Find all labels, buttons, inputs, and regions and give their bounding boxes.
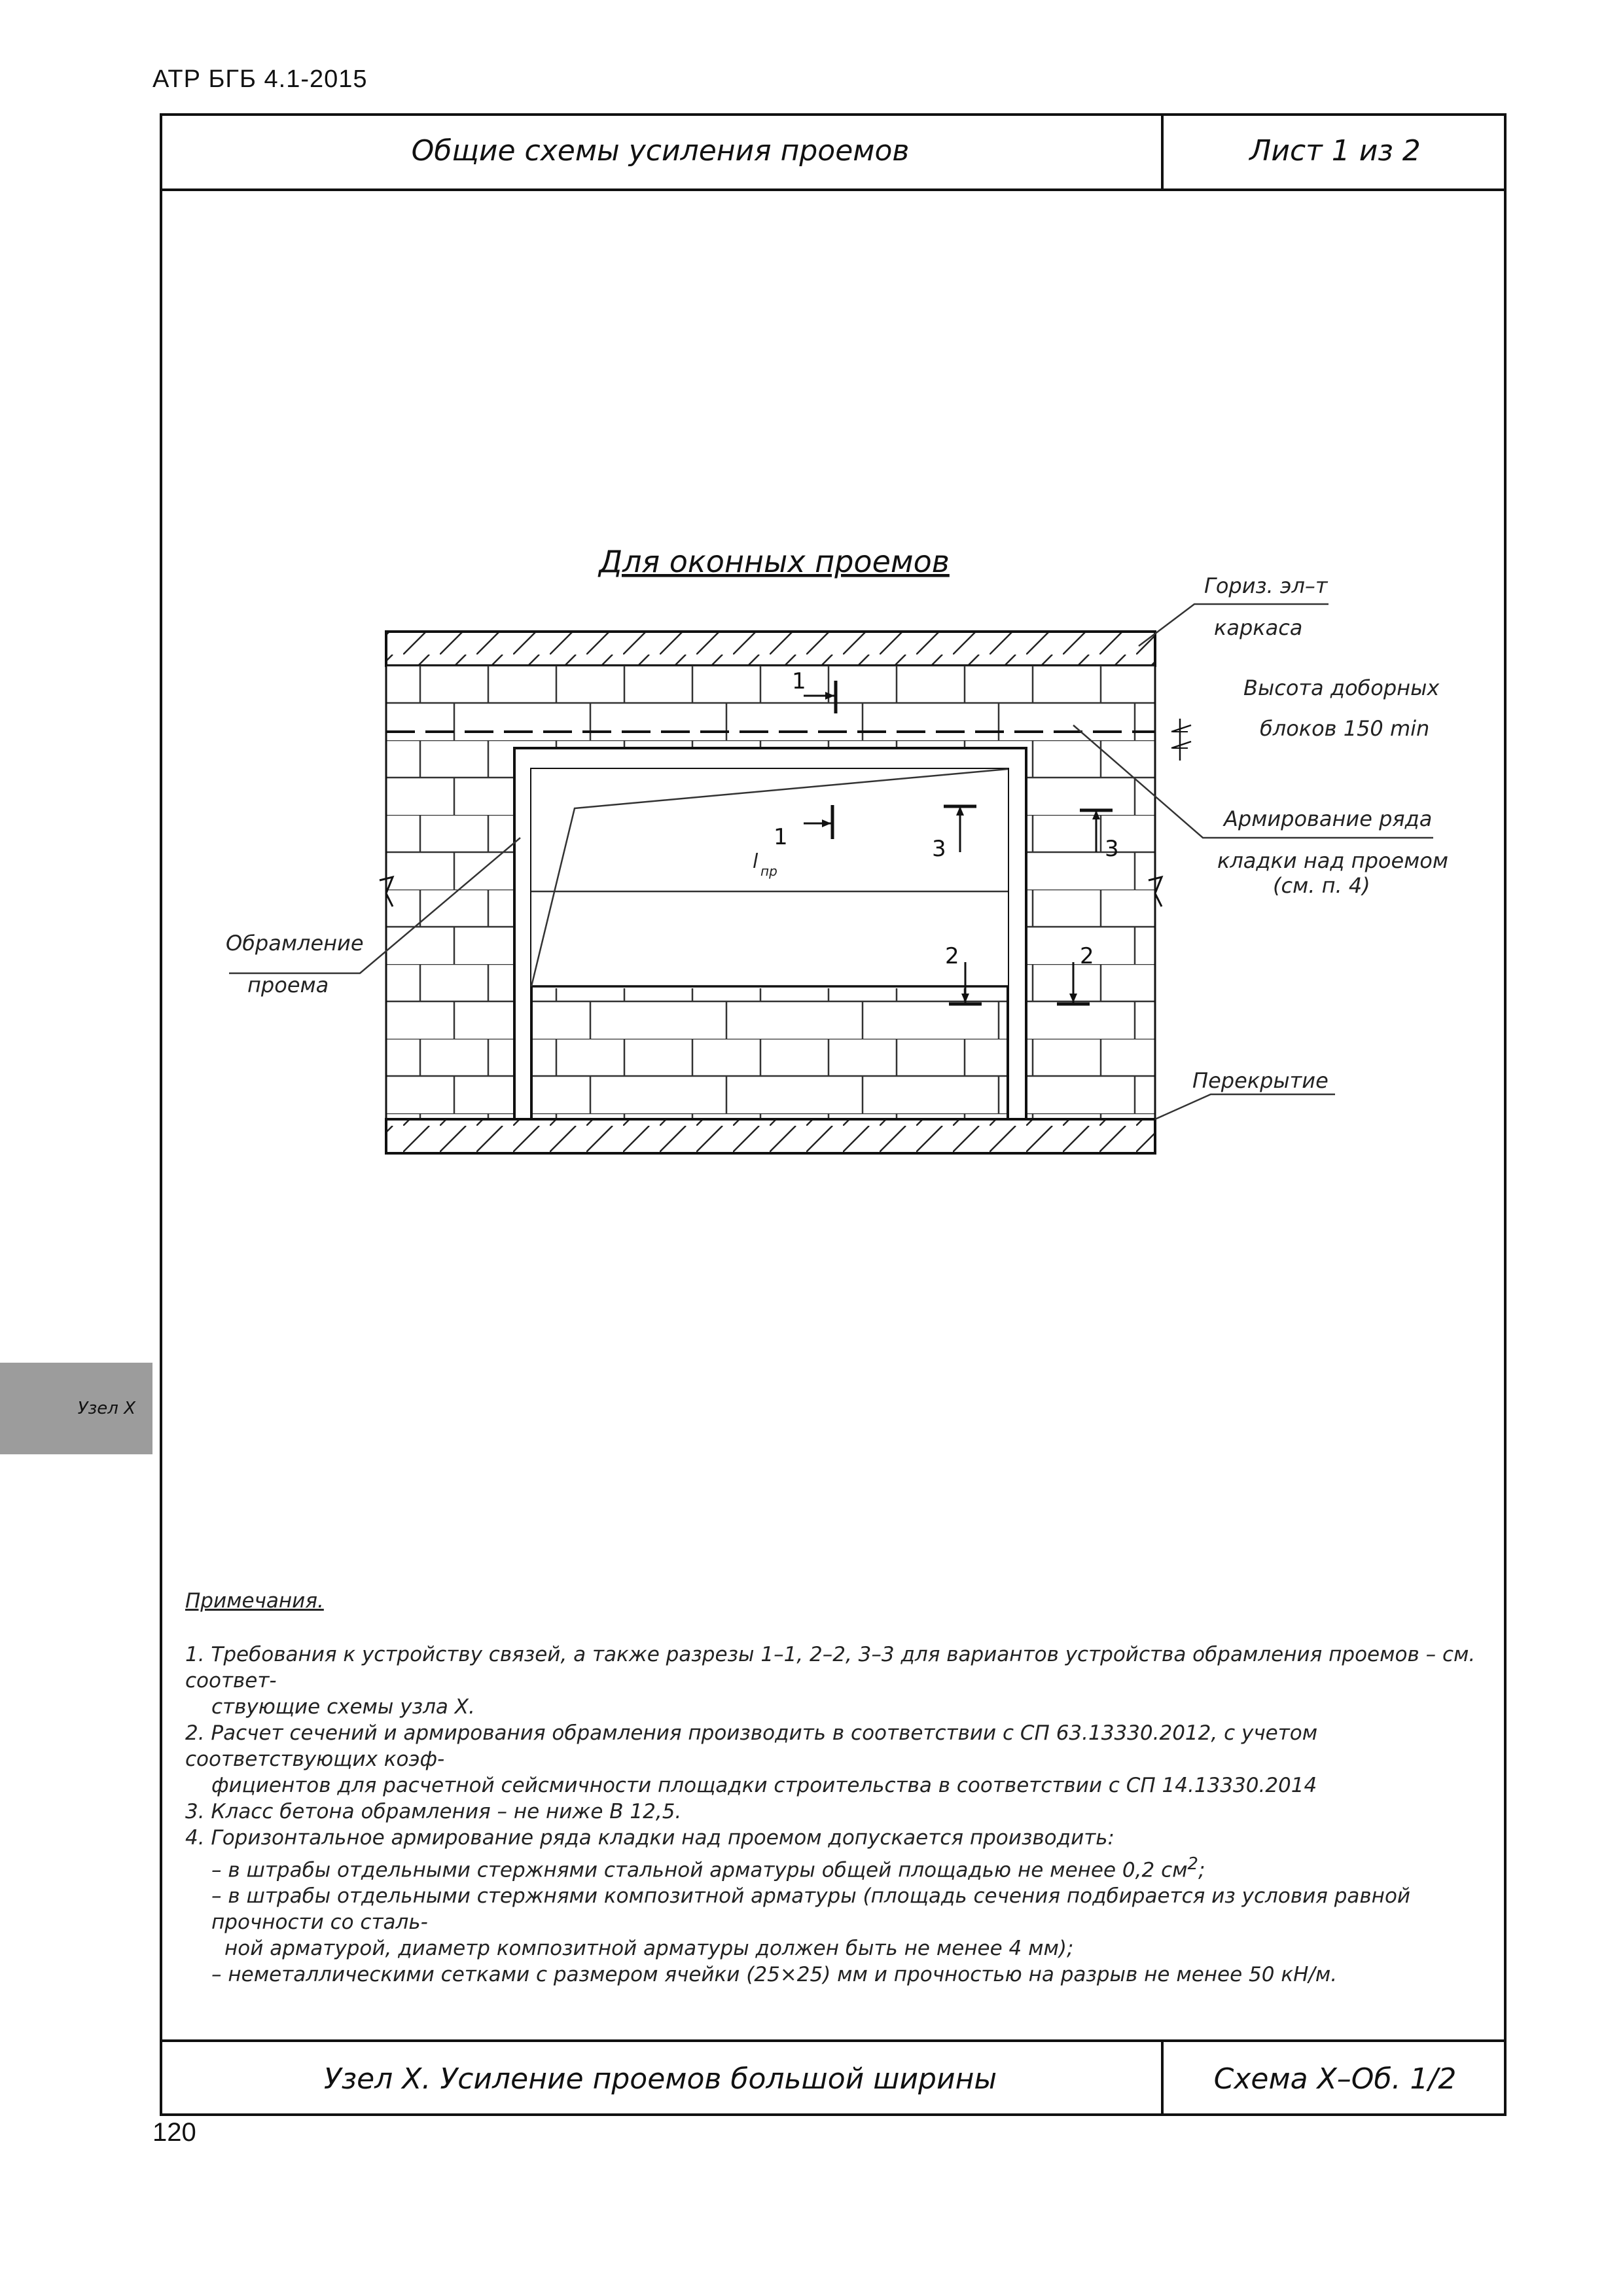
note-3: 3. Класс бетона обрамления – не ниже В 12,5. [185, 1800, 682, 1823]
span-label: l [753, 850, 758, 873]
svg-text:1: 1 [774, 824, 788, 850]
top-frame-beam [386, 632, 1155, 666]
sheet-number: Лист 1 из 2 [1249, 134, 1421, 168]
node-title: Узел Х. Усиление проемов большой ширины [323, 2062, 997, 2096]
sheet-title: Общие схемы усиления проемов [411, 134, 910, 168]
floor-slab [386, 1119, 1155, 1153]
svg-text:3: 3 [1105, 836, 1119, 862]
svg-text:2: 2 [945, 943, 959, 969]
section-tab-label: Узел Х [77, 1399, 135, 1418]
title-block-bottom [160, 2039, 1507, 2116]
note-4: 4. Горизонтальное армирование ряда кладки над проемом допускается производить: [185, 1826, 1115, 1850]
block-height-label-2: блоков 150 min [1260, 716, 1430, 741]
note-4-bullet-2: – в штрабы отдельными стержнями композитной арматуры (площадь сечения подбирается из условия равной прочности со сталь- [211, 1884, 1411, 1935]
svg-text:3: 3 [932, 836, 946, 862]
note-1: 1. Требования к устройству связей, а также разрезы 1–1, 2–2, 3–3 для вариантов устройства обрамления проемов – см. соответ- [185, 1643, 1476, 1693]
block-height-label-1: Высота доборных [1243, 675, 1440, 700]
reinforcement-label-2: кладки над проемом [1217, 848, 1448, 873]
framing-label-1: Обрамление [226, 931, 364, 956]
note-4-bullet-3: – неметаллическими сетками с размером ячейки (25×25) мм и прочностью на разрыв не менее 50 кН/м. [211, 1963, 1338, 1987]
note-1-cont: ствующие схемы узла Х. [211, 1695, 475, 1719]
frame-element-label-1: Гориз. эл–т [1204, 573, 1328, 598]
scheme-number: Схема Х–Об. 1/2 [1213, 2062, 1457, 2096]
frame-element-label-2: каркаса [1214, 615, 1303, 640]
reinforcement-label-1: Армирование ряда [1224, 806, 1433, 831]
note-4-bullet-2-cont: ной арматурой, диаметр композитной арматуры должен быть не менее 4 мм); [224, 1937, 1074, 1961]
note-4-bullet-1: – в штрабы отдельными стержнями стальной арматуры общей площадью не менее 0,2 $см^2$; [211, 1854, 1205, 1882]
drawing-heading: Для оконных проемов [599, 544, 950, 579]
note-2: 2. Расчет сечений и армирования обрамления производить в соответствии с СП 63.13330.2012, с учетом соответствующих коэф- [185, 1721, 1318, 1771]
document-code: АТР БГБ 4.1-2015 [152, 65, 368, 93]
page-number: 120 [152, 2118, 196, 2147]
svg-text:1: 1 [792, 668, 806, 694]
note-2-cont: фициентов для расчетной сейсмичности площадки строительства в соответствии с СП 14.13330.2014 [211, 1774, 1317, 1797]
reinforcement-label-3: (см. п. 4) [1273, 873, 1370, 898]
framing-label-2: проема [247, 973, 329, 997]
notes-section [185, 1588, 1507, 1988]
span-label-sub: пр [760, 863, 777, 879]
svg-text:2: 2 [1080, 943, 1094, 969]
block-height-dimension [1171, 719, 1191, 761]
notes-title: Примечания. [185, 1589, 324, 1613]
slab-label: Перекрытие [1192, 1068, 1329, 1093]
